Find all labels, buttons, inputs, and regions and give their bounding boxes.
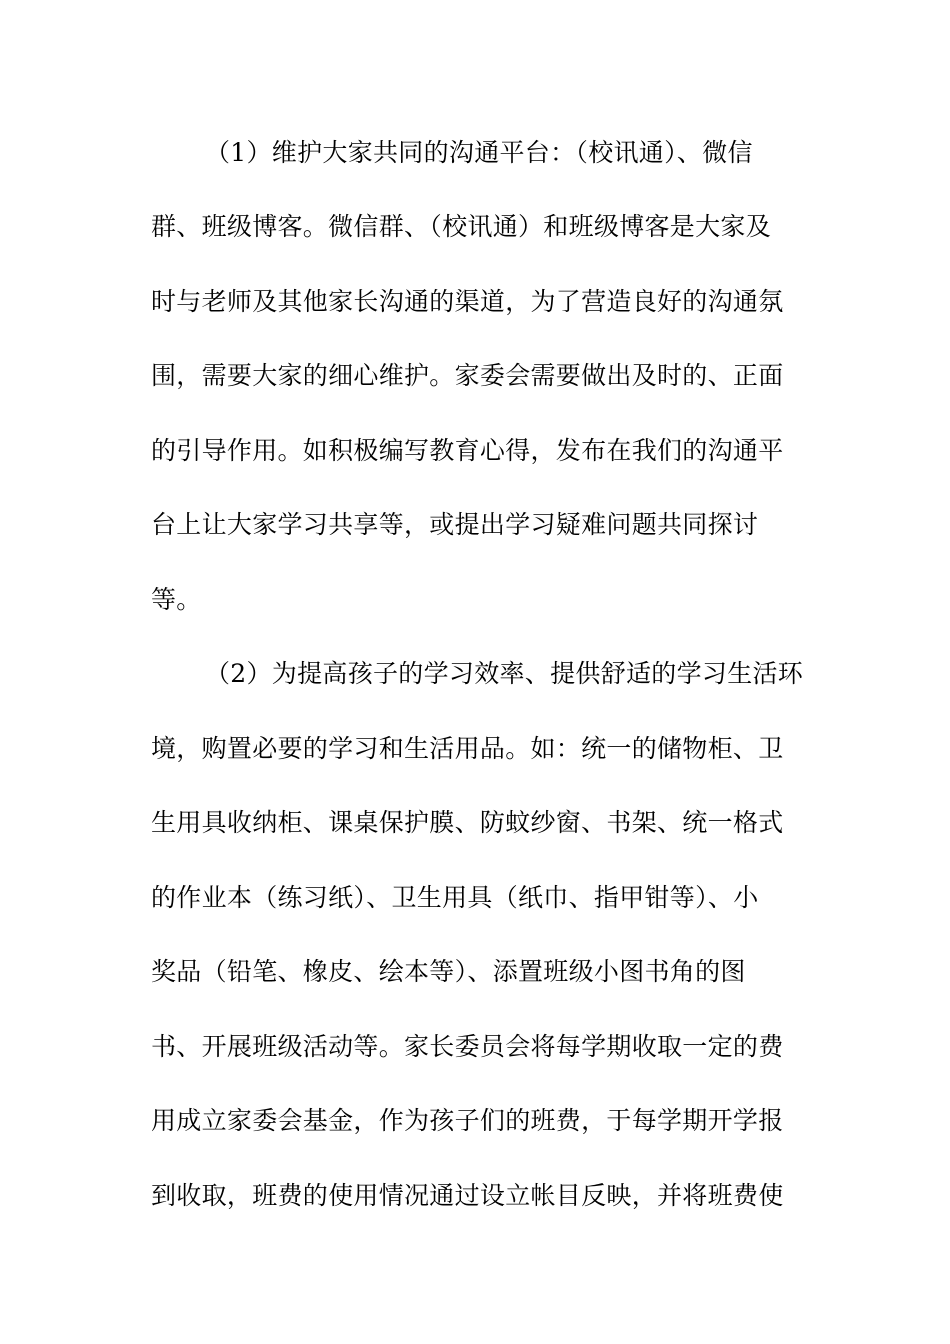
text-line: 用成立家委会基金，作为孩子们的班费，于每学期开学报 — [151, 1106, 784, 1135]
text-line: 奖品（铅笔、橡皮、绘本等）、添置班级小图书角的图 — [151, 957, 746, 986]
text-line: 境，购置必要的学习和生活用品。如：统一的储物柜、卫 — [151, 734, 784, 763]
text-line: 时与老师及其他家长沟通的渠道，为了营造良好的沟通氛 — [151, 287, 784, 316]
text-line: 的引导作用。如积极编写教育心得，发布在我们的沟通平 — [151, 436, 784, 465]
text-line: 生用具收纳柜、课桌保护膜、防蚊纱窗、书架、统一格式 — [151, 808, 784, 837]
text-line: 围，需要大家的细心维护。家委会需要做出及时的、正面 — [151, 361, 784, 390]
text-line: 群、班级博客。微信群、（校讯通）和班级博客是大家及 — [151, 212, 772, 241]
text-line: 的作业本（练习纸）、卫生用具（纸巾、指甲钳等）、小 — [151, 883, 759, 912]
text-line: 书、开展班级活动等。家长委员会将每学期收取一定的费 — [151, 1032, 784, 1061]
text-line: （2）为提高孩子的学习效率、提供舒适的学习生活环 — [205, 659, 804, 688]
text-line: 到收取，班费的使用情况通过设立帐目反映，并将班费使 — [151, 1181, 784, 1210]
text-line: （1）维护大家共同的沟通平台：（校讯通）、微信 — [205, 138, 753, 167]
text-line: 台上让大家学习共享等，或提出学习疑难问题共同探讨 — [151, 510, 759, 539]
text-line: 等。 — [151, 585, 202, 614]
